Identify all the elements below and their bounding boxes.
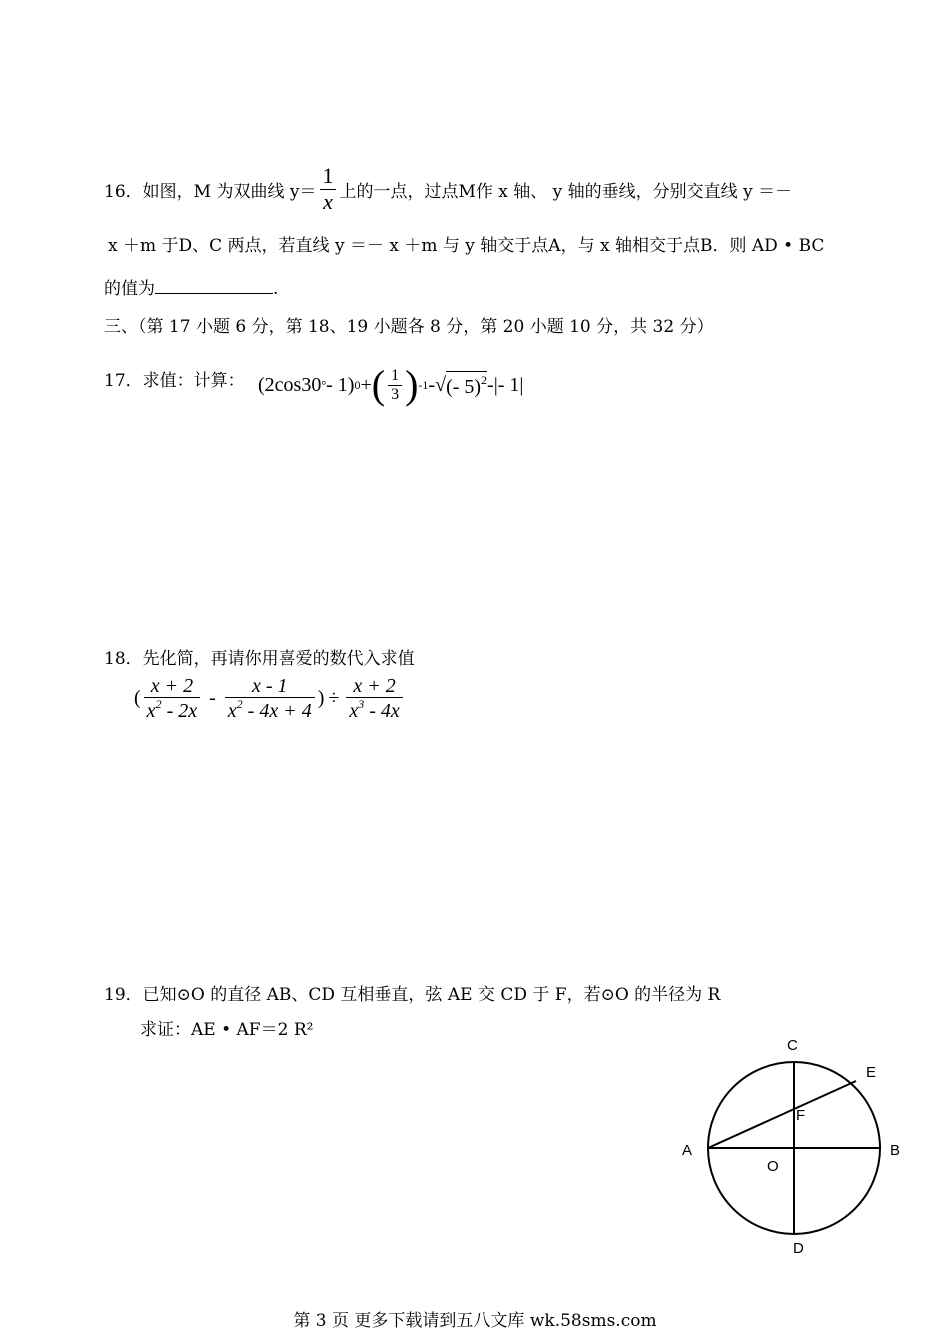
q17-fraction: [388, 367, 402, 403]
q17-minus2: -: [487, 373, 494, 396]
q18-f2-num: x - 1: [251, 674, 288, 697]
circle-figure: [670, 1025, 920, 1265]
q16-line3-suffix: .: [273, 279, 279, 299]
q18-f1-den: $x^2 - 2x$: [144, 697, 200, 722]
page-footer: 第 3 页 更多下载请到五八文库 wk.58sms.com: [293, 1311, 657, 1331]
q17-expression: (2cos30 ° - 1) 0 + ( $\frac{1}{3}$ ) -1 - √ (- 5)$^2$ - | - 1 |: [258, 362, 524, 407]
q17-frac-den: 3: [388, 385, 402, 404]
q16-part1: 16．如图，M 为双曲线 y＝: [104, 181, 317, 202]
label-e: E: [866, 1064, 877, 1081]
label-b: B: [890, 1142, 901, 1159]
q19-line1: 19．已知⊙O 的直径 AB、CD 互相垂直，弦 AE 交 CD 于 F，若⊙O 的半径为 R: [104, 985, 721, 1005]
q17-expr-b: - 1): [326, 373, 355, 396]
q18-op-minus: -: [209, 686, 216, 709]
q18-expression: ( $\frac{x + 2}{x^2 - 2x}$ - $\frac{x - 1}{x^2 - 4x + 4}$ ) ÷ $\frac{x + 2}{x^3 - 4x}$: [134, 668, 406, 728]
label-d: D: [793, 1240, 804, 1257]
q16-line1: [104, 164, 792, 214]
section3-heading: 三、（第 17 小题 6 分，第 18、19 小题各 8 分，第 20 小题 10 分，共 32 分）: [104, 317, 714, 337]
q16-line3-prefix: 的值为: [104, 279, 155, 299]
q17-exp-neg1: -1: [418, 377, 429, 392]
label-a: A: [682, 1142, 693, 1159]
q17-abs-body: - 1: [497, 373, 520, 396]
q16-line2: x ＋m 于D、C 两点，若直线 y ＝－ x ＋m 与 y 轴交于点A，与 x 轴相交于点B．则 AD • BC: [108, 236, 825, 256]
q19-line2: 求证：AE • AF＝2 R²: [140, 1020, 314, 1040]
q18-fraction-2: [225, 675, 315, 722]
q17-exp2: 2: [481, 373, 488, 387]
q18-f3-num: x + 2: [353, 674, 396, 697]
q18-fraction-3: [346, 675, 402, 722]
q18-text: 18．先化简，再请你用喜爱的数代入求值: [104, 649, 415, 669]
q18-op-div: ÷: [328, 686, 340, 709]
q16-fraction: [319, 164, 336, 213]
q17-label: 17．求值：计算：: [104, 371, 245, 391]
q16-frac-den: x: [320, 189, 336, 214]
q17-exp0: 0: [354, 377, 361, 392]
sqrt-sign: √: [435, 373, 447, 396]
q16-frac-num: 1: [322, 163, 334, 189]
q18-fraction-1: [144, 675, 200, 722]
q17-minus1: -: [428, 373, 436, 396]
label-o: O: [767, 1158, 779, 1175]
q18-f1-num: x + 2: [150, 674, 194, 697]
q17-plus: +: [360, 373, 372, 396]
q17-sqrt-body: (- 5)$^2$: [446, 373, 488, 398]
q18-f3-den: $x^3 - 4x$: [346, 697, 402, 722]
q16-part2: 上的一点，过点M作 x 轴、 y 轴的垂线，分别交直线 y ＝－: [339, 181, 793, 202]
q17-expr-a: (2cos30: [258, 373, 322, 396]
q17-frac-num: 1: [391, 366, 400, 384]
q16-line3: [104, 274, 278, 299]
q18-f2-den: $x^2 - 4x + 4$: [225, 697, 315, 722]
answer-blank: [155, 279, 273, 294]
label-c: C: [787, 1037, 798, 1054]
label-f: F: [796, 1107, 806, 1124]
q17-degree: °: [321, 377, 327, 392]
